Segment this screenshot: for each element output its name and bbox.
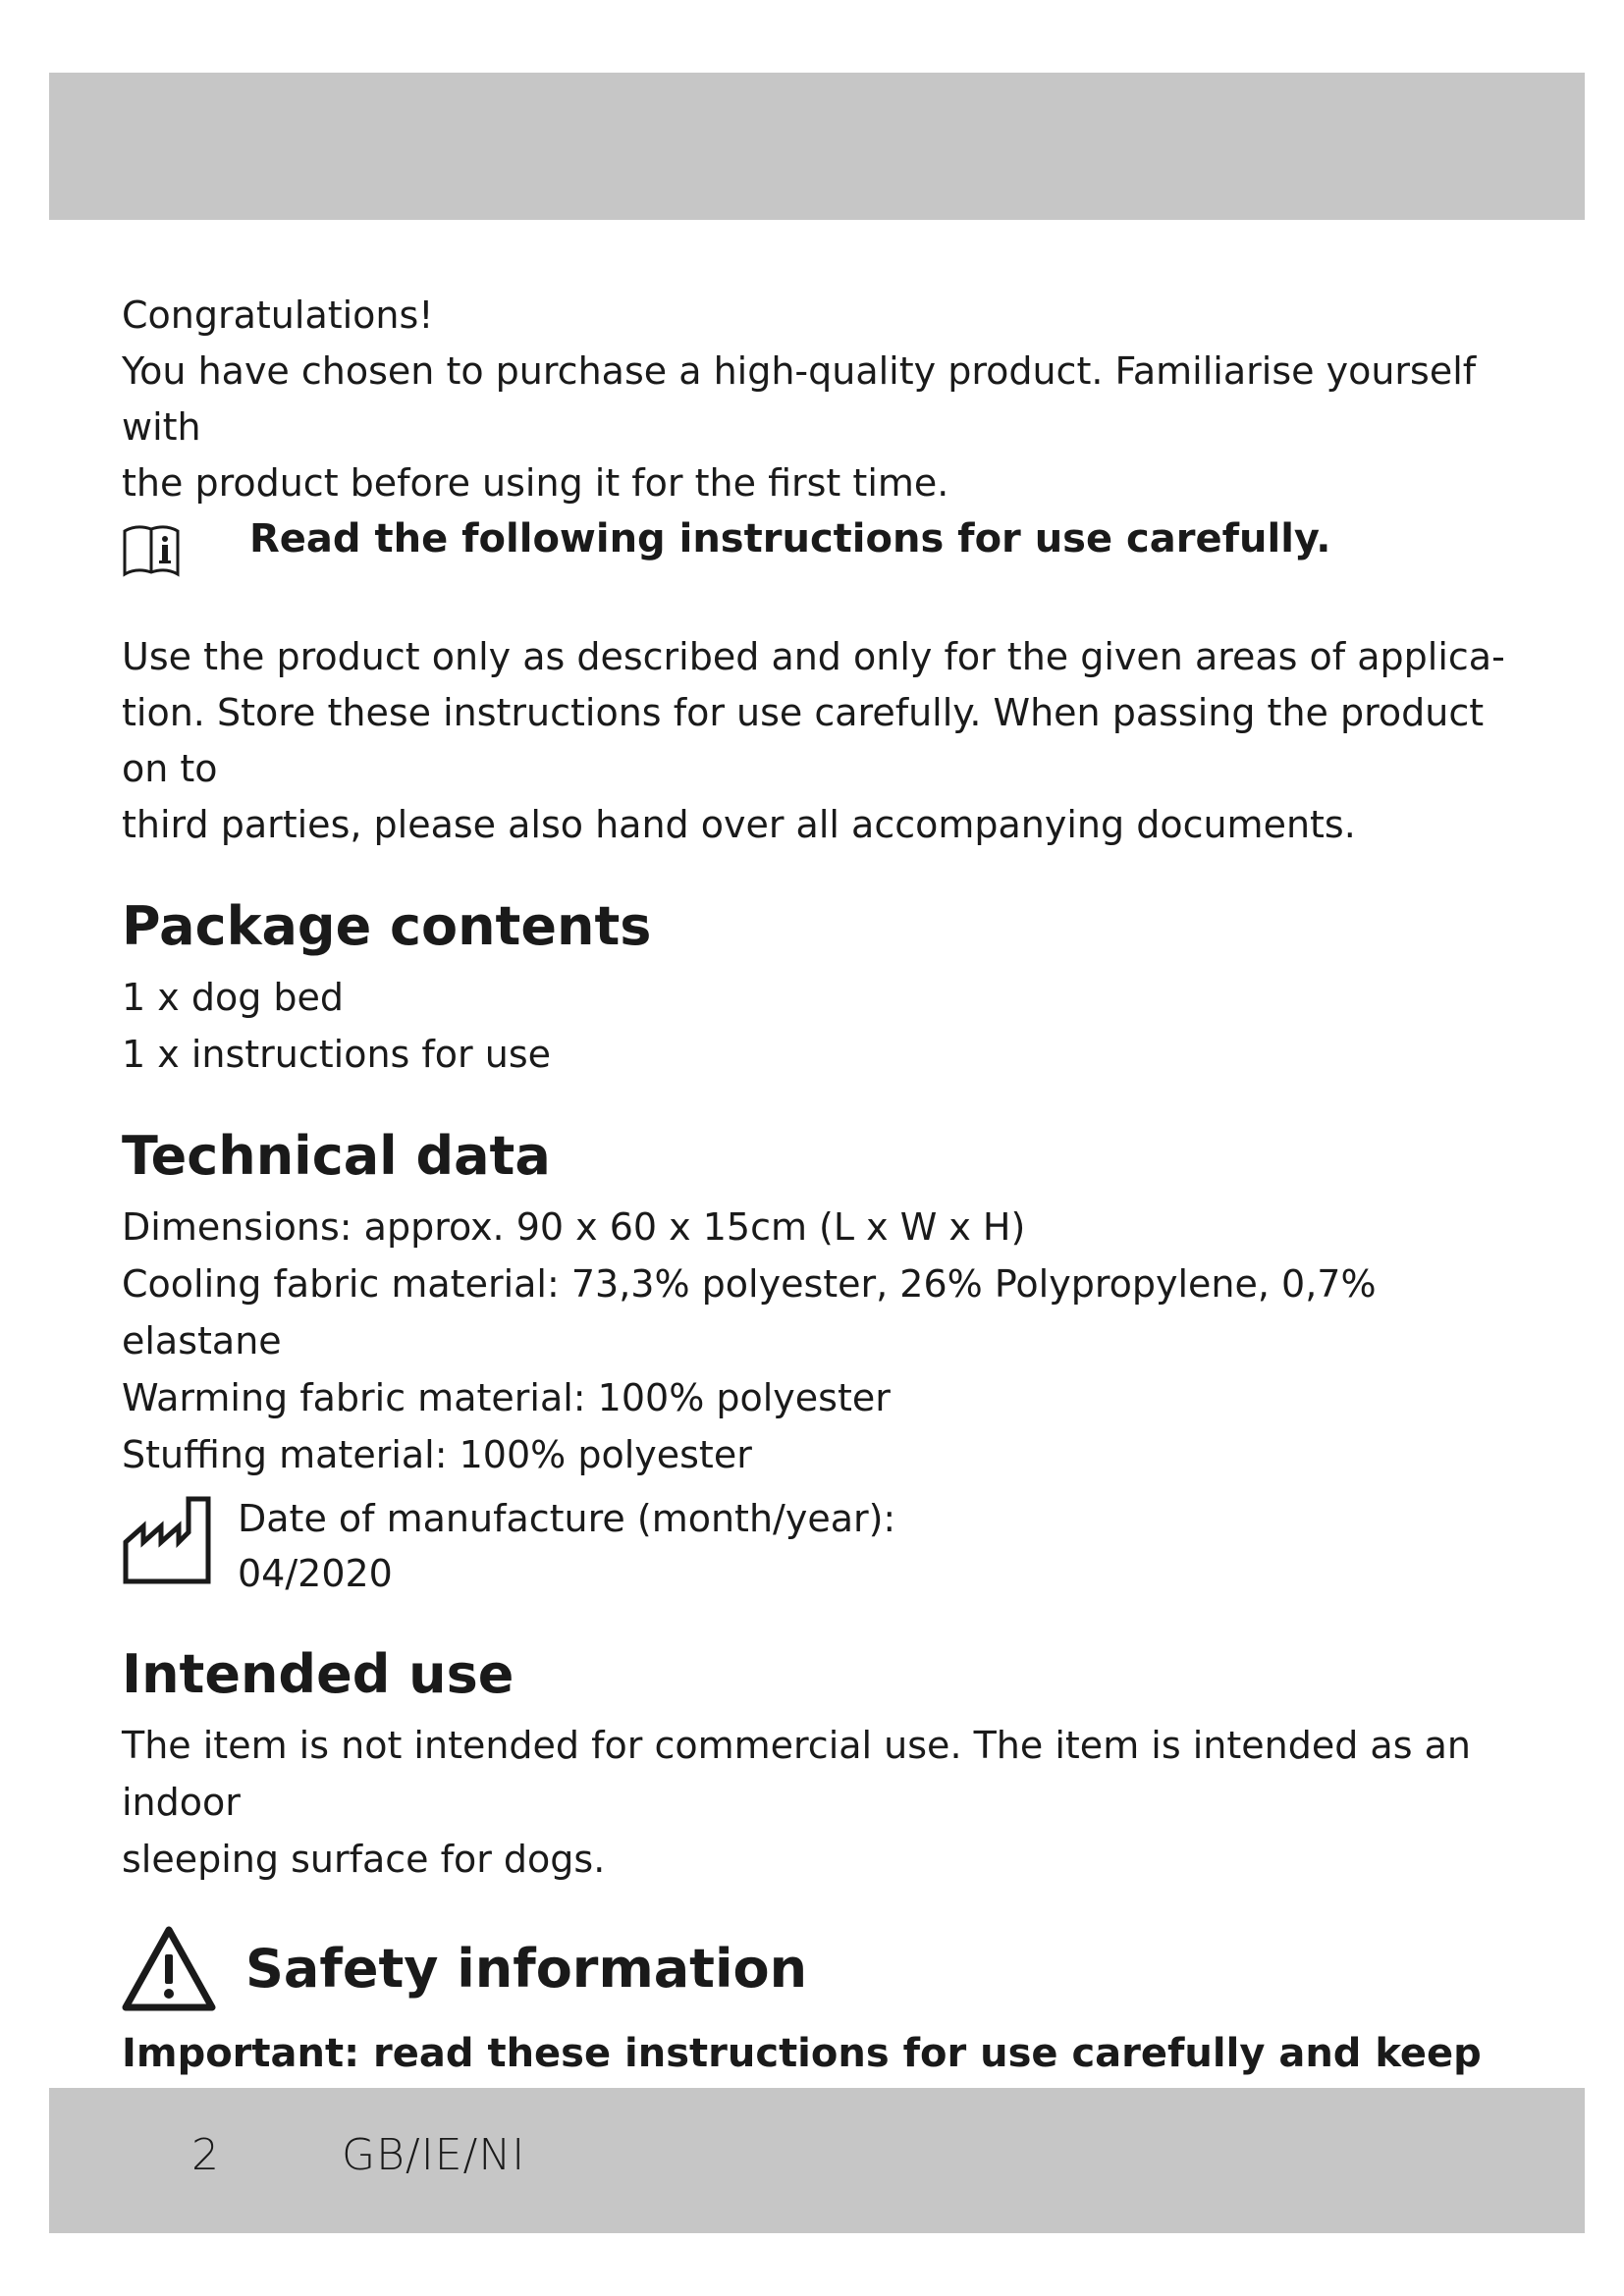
technical-data-heading: Technical data — [122, 1125, 551, 1187]
usage-line-3: third parties, please also hand over all accompanying documents. — [122, 803, 1356, 846]
list-item: Warming fabric material: 100% polyester — [122, 1376, 891, 1419]
list-item: 1 x instructions for use — [122, 1033, 552, 1076]
technical-data-list — [122, 1199, 1516, 1483]
read-notice — [122, 511, 1516, 578]
manufacture-date-text — [238, 1491, 895, 1601]
intended-use-heading: Intended use — [122, 1643, 514, 1705]
manufacture-date-label: Date of manufacture (month/year): — [238, 1497, 896, 1540]
package-contents-heading: Package contents — [122, 895, 652, 957]
usage-line-2: tion. Store these instructions for use carefully. When passing the product on to — [122, 691, 1485, 790]
safety-information-heading: Safety information — [245, 1938, 808, 2000]
intro-line-1: You have chosen to purchase a high-quality product. Familiarise yourself with — [122, 349, 1477, 449]
manufacture-date-value: 04/2020 — [238, 1552, 393, 1595]
intended-line-1: The item is not intended for commercial use. The item is intended as an indoor — [122, 1724, 1471, 1824]
usage-paragraph — [122, 629, 1516, 853]
factory-date-icon — [122, 1491, 216, 1585]
safety-heading-row — [122, 1925, 1516, 2013]
list-item: 1 x dog bed — [122, 976, 345, 1019]
page-number: 2 — [191, 2130, 220, 2180]
important-line-1: Important: read these instructions for use carefully and keep — [122, 2031, 1482, 2076]
usage-line-1: Use the product only as described and only for the given areas of applica- — [122, 635, 1505, 678]
intended-line-2: sleeping surface for dogs. — [122, 1838, 606, 1881]
greeting: Congratulations! — [122, 294, 434, 337]
footer-band — [49, 2088, 1585, 2233]
intro-line-2: the product before using it for the first time. — [122, 461, 949, 505]
intended-use-text — [122, 1717, 1516, 1888]
manufacture-date — [122, 1491, 1516, 1601]
language-codes: GB/IE/NI — [342, 2130, 526, 2180]
package-contents-list — [122, 969, 1516, 1083]
read-notice-text: Read the following instructions for use carefully. — [249, 516, 1331, 561]
instruction-manual-icon — [122, 519, 181, 578]
page-content — [122, 288, 1516, 2145]
list-item: Cooling fabric material: 73,3% polyester, 26% Polypropylene, 0,7% elastane — [122, 1262, 1377, 1362]
warning-triangle-icon — [122, 1925, 216, 2013]
list-item: Dimensions: approx. 90 x 60 x 15cm (L x W x H) — [122, 1205, 1026, 1249]
header-band — [49, 73, 1585, 220]
list-item: Stuffing material: 100% polyester — [122, 1433, 752, 1476]
